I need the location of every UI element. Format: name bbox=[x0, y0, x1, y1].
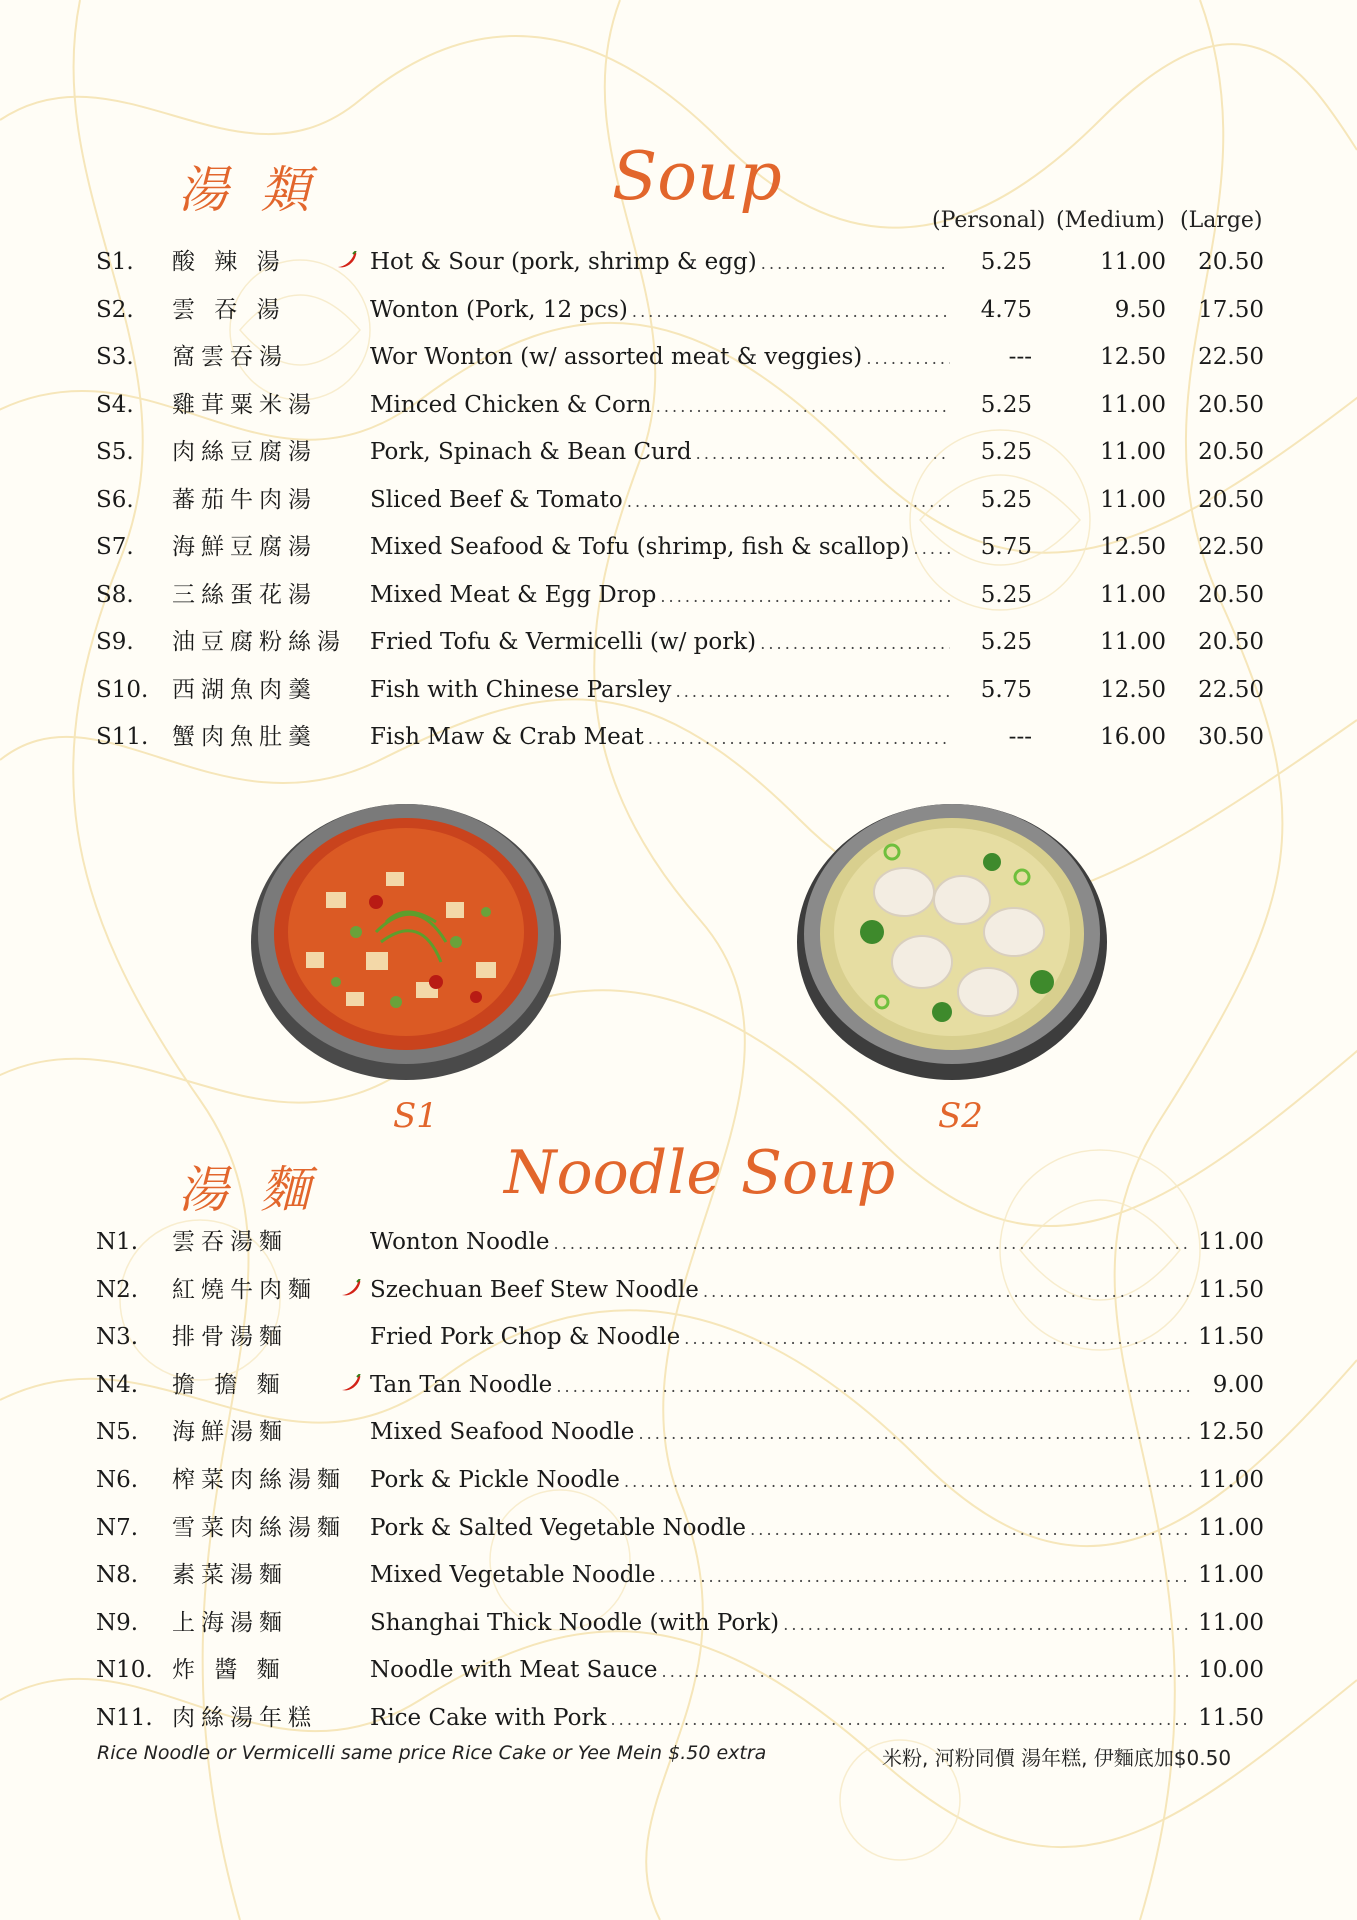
noodle-menu-item bbox=[0, 1650, 1357, 1690]
item-english-name: Wonton (Pork, 12 pcs) . . . bbox=[370, 290, 950, 332]
price: 11.00 bbox=[1198, 1562, 1264, 1589]
noodle-soup-title: Noodle Soup bbox=[504, 1138, 896, 1208]
size-header-personal: (Personal) bbox=[932, 208, 1046, 233]
item-code: S6. bbox=[96, 486, 134, 513]
item-code: N2. bbox=[96, 1276, 139, 1303]
item-chinese-name: 炸 醬 麵 bbox=[172, 1657, 286, 1684]
soup-title: Soup bbox=[612, 138, 782, 215]
price-personal: --- bbox=[1008, 344, 1032, 370]
item-chinese-name: 雲 吞 湯 bbox=[172, 296, 286, 323]
price-large: 20.50 bbox=[1198, 629, 1264, 655]
noodle-menu-item bbox=[0, 1603, 1357, 1643]
price-large: 22.50 bbox=[1198, 344, 1264, 370]
soup-title-chinese: 湯類 bbox=[178, 161, 342, 219]
soup-menu-item bbox=[0, 717, 1357, 757]
price: 11.50 bbox=[1198, 1276, 1264, 1303]
price: 11.00 bbox=[1198, 1467, 1264, 1493]
price-medium: 12.50 bbox=[1100, 676, 1166, 703]
item-chinese-name: 榨菜肉絲湯麵 bbox=[172, 1467, 346, 1493]
item-english-name: Shanghai Thick Noodle (with Pork) . . . bbox=[370, 1603, 1192, 1645]
price: 11.00 bbox=[1198, 1229, 1264, 1255]
chili-pepper-icon bbox=[340, 1270, 362, 1310]
item-english-name: Sliced Beef & Tomato . . . bbox=[370, 480, 950, 522]
item-english-name: Fish with Chinese Parsley . . . bbox=[370, 670, 950, 712]
item-english-name: Tan Tan Noodle . . . bbox=[370, 1365, 1192, 1407]
item-code: S2. bbox=[96, 296, 134, 323]
size-header-medium: (Medium) bbox=[1056, 208, 1165, 233]
item-code: N9. bbox=[96, 1609, 139, 1636]
item-chinese-name: 海鮮豆腐湯 bbox=[172, 534, 317, 560]
noodle-menu-item bbox=[0, 1698, 1357, 1738]
caption-s2: S2 bbox=[938, 1096, 983, 1136]
price-medium: 12.50 bbox=[1100, 534, 1166, 560]
item-code: N4. bbox=[96, 1371, 139, 1398]
price-personal: 5.25 bbox=[980, 486, 1032, 513]
price: 11.00 bbox=[1198, 1609, 1264, 1636]
item-code: S9. bbox=[96, 629, 134, 655]
noodle-menu-item bbox=[0, 1317, 1357, 1357]
item-code: N5. bbox=[96, 1419, 139, 1446]
item-english-name: Fish Maw & Crab Meat . . . bbox=[370, 717, 950, 759]
item-code: S11. bbox=[96, 724, 149, 750]
item-code: N7. bbox=[96, 1514, 139, 1541]
item-code: S3. bbox=[96, 344, 134, 370]
wonton-soup-photo bbox=[792, 782, 1112, 1082]
item-chinese-name: 擔 擔 麵 bbox=[172, 1371, 286, 1398]
soup-menu-item bbox=[0, 670, 1357, 710]
item-english-name: Wor Wonton (w/ assorted meat & veggies) . . . bbox=[370, 337, 950, 379]
price: 11.00 bbox=[1198, 1514, 1264, 1541]
item-english-name: Mixed Seafood & Tofu (shrimp, fish & scallop) . . . bbox=[370, 527, 950, 569]
footnote-english: Rice Noodle or Vermicelli same price Rice Cake or Yee Mein $.50 extra bbox=[97, 1742, 767, 1764]
price-large: 20.50 bbox=[1198, 391, 1264, 418]
item-code: S1. bbox=[96, 249, 134, 275]
size-header-large: (Large) bbox=[1180, 208, 1263, 233]
price-personal: 5.25 bbox=[980, 249, 1032, 275]
footnote-chinese: 米粉, 河粉同價 湯年糕, 伊麵底加$0.50 bbox=[882, 1746, 1232, 1770]
item-chinese-name: 雞茸粟米湯 bbox=[172, 391, 317, 418]
price-personal: 5.75 bbox=[980, 676, 1032, 703]
item-chinese-name: 雲吞湯麵 bbox=[172, 1229, 288, 1255]
item-chinese-name: 油豆腐粉絲湯 bbox=[172, 629, 346, 655]
item-english-name: Minced Chicken & Corn . . . bbox=[370, 385, 950, 427]
item-english-name: Rice Cake with Pork . . . bbox=[370, 1698, 1192, 1740]
price-personal: 5.25 bbox=[980, 391, 1032, 418]
price-medium: 11.00 bbox=[1100, 439, 1166, 465]
soup-menu-item bbox=[0, 480, 1357, 520]
item-chinese-name: 海鮮湯麵 bbox=[172, 1419, 288, 1446]
noodle-title-chinese: 湯麵 bbox=[178, 1161, 342, 1219]
item-code: N6. bbox=[96, 1467, 139, 1493]
price: 10.00 bbox=[1198, 1657, 1264, 1684]
item-chinese-name: 排骨湯麵 bbox=[172, 1324, 288, 1351]
noodle-menu-item bbox=[0, 1270, 1357, 1310]
soup-menu-item bbox=[0, 622, 1357, 662]
caption-s1: S1 bbox=[393, 1096, 438, 1136]
price-medium: 11.00 bbox=[1100, 486, 1166, 513]
price-large: 17.50 bbox=[1198, 296, 1264, 323]
item-chinese-name: 素菜湯麵 bbox=[172, 1562, 288, 1589]
soup-menu-item bbox=[0, 290, 1357, 330]
noodle-menu-item bbox=[0, 1555, 1357, 1595]
item-english-name: Noodle with Meat Sauce . . . bbox=[370, 1650, 1192, 1692]
price-personal: 5.25 bbox=[980, 581, 1032, 608]
item-chinese-name: 酸 辣 湯 bbox=[172, 249, 286, 275]
item-chinese-name: 蕃茄牛肉湯 bbox=[172, 486, 317, 513]
hot-sour-soup-photo bbox=[246, 782, 566, 1082]
price: 12.50 bbox=[1198, 1419, 1264, 1446]
item-english-name: Mixed Vegetable Noodle . . . bbox=[370, 1555, 1192, 1597]
item-chinese-name: 蟹肉魚肚羹 bbox=[172, 724, 317, 750]
soup-menu-item bbox=[0, 242, 1357, 282]
soup-menu-item bbox=[0, 385, 1357, 425]
noodle-menu-item bbox=[0, 1460, 1357, 1500]
item-english-name: Fried Pork Chop & Noodle . . . bbox=[370, 1317, 1192, 1359]
price-medium: 11.00 bbox=[1100, 581, 1166, 608]
item-chinese-name: 肉絲湯年糕 bbox=[172, 1705, 317, 1731]
item-english-name: Pork & Pickle Noodle . . . bbox=[370, 1460, 1192, 1502]
price-large: 20.50 bbox=[1198, 581, 1264, 608]
item-code: N8. bbox=[96, 1562, 139, 1589]
item-english-name: Mixed Meat & Egg Drop . . . bbox=[370, 575, 950, 617]
price-medium: 11.00 bbox=[1100, 249, 1166, 275]
soup-menu-item bbox=[0, 432, 1357, 472]
noodle-menu-item bbox=[0, 1222, 1357, 1262]
chili-pepper-icon bbox=[340, 1365, 362, 1405]
item-english-name: Mixed Seafood Noodle . . . bbox=[370, 1412, 1192, 1454]
price-medium: 11.00 bbox=[1100, 629, 1166, 655]
item-english-name: Fried Tofu & Vermicelli (w/ pork) . . . bbox=[370, 622, 950, 664]
price-personal: 5.25 bbox=[980, 439, 1032, 465]
price-large: 20.50 bbox=[1198, 439, 1264, 465]
item-code: S8. bbox=[96, 581, 134, 608]
item-code: S7. bbox=[96, 534, 134, 560]
price: 9.00 bbox=[1212, 1371, 1264, 1398]
item-english-name: Pork & Salted Vegetable Noodle . . . bbox=[370, 1508, 1192, 1550]
item-chinese-name: 肉絲豆腐湯 bbox=[172, 439, 317, 465]
soup-menu-item bbox=[0, 527, 1357, 567]
item-code: N11. bbox=[96, 1705, 153, 1731]
item-english-name: Hot & Sour (pork, shrimp & egg) . . . bbox=[370, 242, 950, 284]
item-chinese-name: 紅燒牛肉麵 bbox=[172, 1276, 317, 1303]
price-large: 22.50 bbox=[1198, 534, 1264, 560]
item-chinese-name: 三絲蛋花湯 bbox=[172, 581, 317, 608]
price-medium: 12.50 bbox=[1100, 344, 1166, 370]
noodle-menu-item bbox=[0, 1412, 1357, 1452]
item-code: S4. bbox=[96, 391, 134, 418]
item-code: S10. bbox=[96, 676, 149, 703]
item-chinese-name: 西湖魚肉羹 bbox=[172, 676, 317, 703]
price: 11.50 bbox=[1198, 1324, 1264, 1351]
item-chinese-name: 上海湯麵 bbox=[172, 1609, 288, 1636]
price-medium: 11.00 bbox=[1100, 391, 1166, 418]
item-english-name: Wonton Noodle . . . bbox=[370, 1222, 1192, 1264]
item-code: N1. bbox=[96, 1229, 139, 1255]
price-medium: 9.50 bbox=[1114, 296, 1166, 323]
chili-pepper-icon bbox=[336, 242, 358, 282]
price-personal: 4.75 bbox=[980, 296, 1032, 323]
item-english-name: Szechuan Beef Stew Noodle . . . bbox=[370, 1270, 1192, 1312]
soup-menu-item bbox=[0, 337, 1357, 377]
price-large: 22.50 bbox=[1198, 676, 1264, 703]
price-personal: 5.75 bbox=[980, 534, 1032, 560]
price-large: 20.50 bbox=[1198, 486, 1264, 513]
price-personal: 5.25 bbox=[980, 629, 1032, 655]
item-code: S5. bbox=[96, 439, 134, 465]
item-english-name: Pork, Spinach & Bean Curd . . . bbox=[370, 432, 950, 474]
soup-menu-item bbox=[0, 575, 1357, 615]
price: 11.50 bbox=[1198, 1705, 1264, 1731]
noodle-menu-item bbox=[0, 1508, 1357, 1548]
item-chinese-name: 雪菜肉絲湯麵 bbox=[172, 1514, 346, 1541]
price-large: 30.50 bbox=[1198, 724, 1264, 750]
item-code: N10. bbox=[96, 1657, 153, 1684]
price-personal: --- bbox=[1008, 724, 1032, 750]
noodle-menu-item bbox=[0, 1365, 1357, 1405]
item-code: N3. bbox=[96, 1324, 139, 1351]
price-large: 20.50 bbox=[1198, 249, 1264, 275]
price-medium: 16.00 bbox=[1100, 724, 1166, 750]
item-chinese-name: 窩雲吞湯 bbox=[172, 344, 288, 370]
